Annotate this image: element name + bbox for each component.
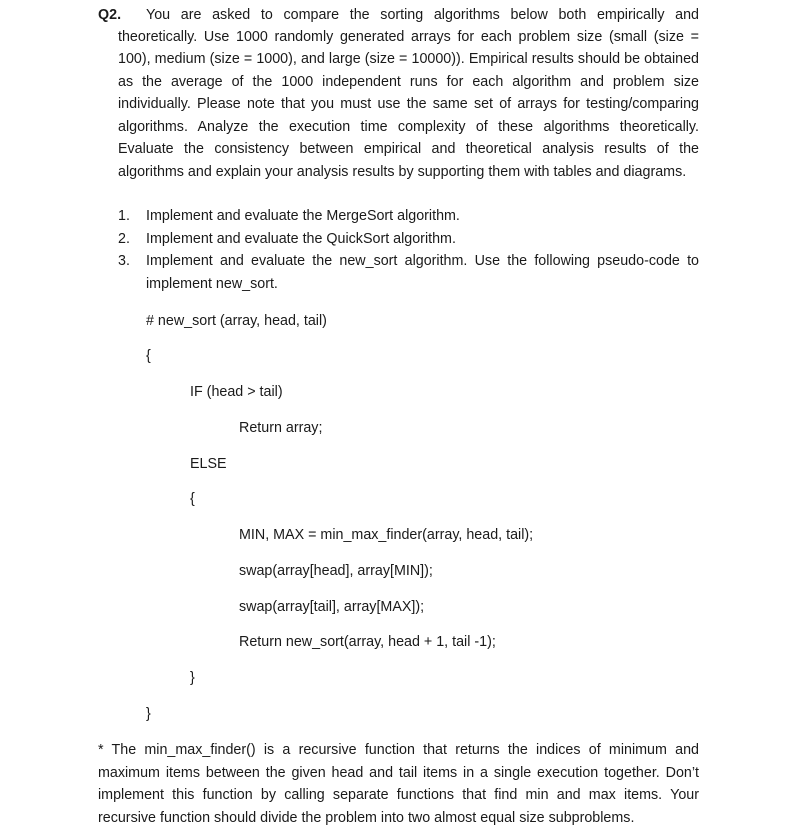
footnote-line: * The min_max_finder() is a recursive function that returns the indices of minimum and xyxy=(98,742,699,758)
pseudocode-else: ELSE xyxy=(190,456,227,472)
task-text: Implement and evaluate the MergeSort algorithm. xyxy=(146,208,460,224)
pseudocode-return-recursive: Return new_sort(array, head + 1, tail -1); xyxy=(239,634,496,650)
paragraph-line: algorithms. Analyze the execution time complexity of these algorithms theoretically. xyxy=(118,119,699,135)
paragraph-line: algorithms and explain your analysis results by supporting them with tables and diagrams. xyxy=(118,164,687,180)
footnote-line: recursive function should divide the problem into two almost equal size subproblems. xyxy=(98,810,635,826)
question-label: Q2. xyxy=(98,7,122,23)
pseudocode-if: IF (head > tail) xyxy=(190,384,283,400)
footnote-line: maximum items between the given head and tail items in a single execution together. Don’t xyxy=(98,765,699,781)
paragraph-line: theoretically. Use 1000 randomly generated arrays for each problem size (small (size = xyxy=(118,29,699,45)
paragraph-line: You are asked to compare the sorting algorithms below both empirically and xyxy=(146,7,699,23)
paragraph-line: Evaluate the consistency between empirical and theoretical analysis results of the xyxy=(118,141,699,157)
pseudocode-open-brace: { xyxy=(146,348,151,364)
task-text: Implement and evaluate the new_sort algorithm. Use the following pseudo-code to xyxy=(146,253,699,269)
pseudocode-close-brace: } xyxy=(146,706,151,722)
task-text: Implement and evaluate the QuickSort algorithm. xyxy=(146,231,456,247)
task-text-continuation: implement new_sort. xyxy=(146,276,278,292)
paragraph-line: individually. Please note that you must use the same set of arrays for testing/comparing xyxy=(118,96,699,112)
paragraph-line: as the average of the 1000 independent runs for each algorithm and problem size xyxy=(118,74,699,90)
pseudocode-else-open-brace: { xyxy=(190,491,195,507)
task-number: 1. xyxy=(118,208,130,224)
pseudocode-header: # new_sort (array, head, tail) xyxy=(146,313,327,329)
pseudocode-else-close-brace: } xyxy=(190,670,195,686)
pseudocode-swap-head: swap(array[head], array[MIN]); xyxy=(239,563,433,579)
footnote-line: implement this function by calling separate functions that find min and max items. Your xyxy=(98,787,699,803)
pseudocode-min-max: MIN, MAX = min_max_finder(array, head, tail); xyxy=(239,527,534,543)
pseudocode-swap-tail: swap(array[tail], array[MAX]); xyxy=(239,599,425,615)
task-number: 3. xyxy=(118,253,130,269)
pseudocode-return-array: Return array; xyxy=(239,420,323,436)
paragraph-line: 100), medium (size = 1000), and large (size = 10000)). Empirical results should be obtained xyxy=(118,51,699,67)
task-number: 2. xyxy=(118,231,130,247)
